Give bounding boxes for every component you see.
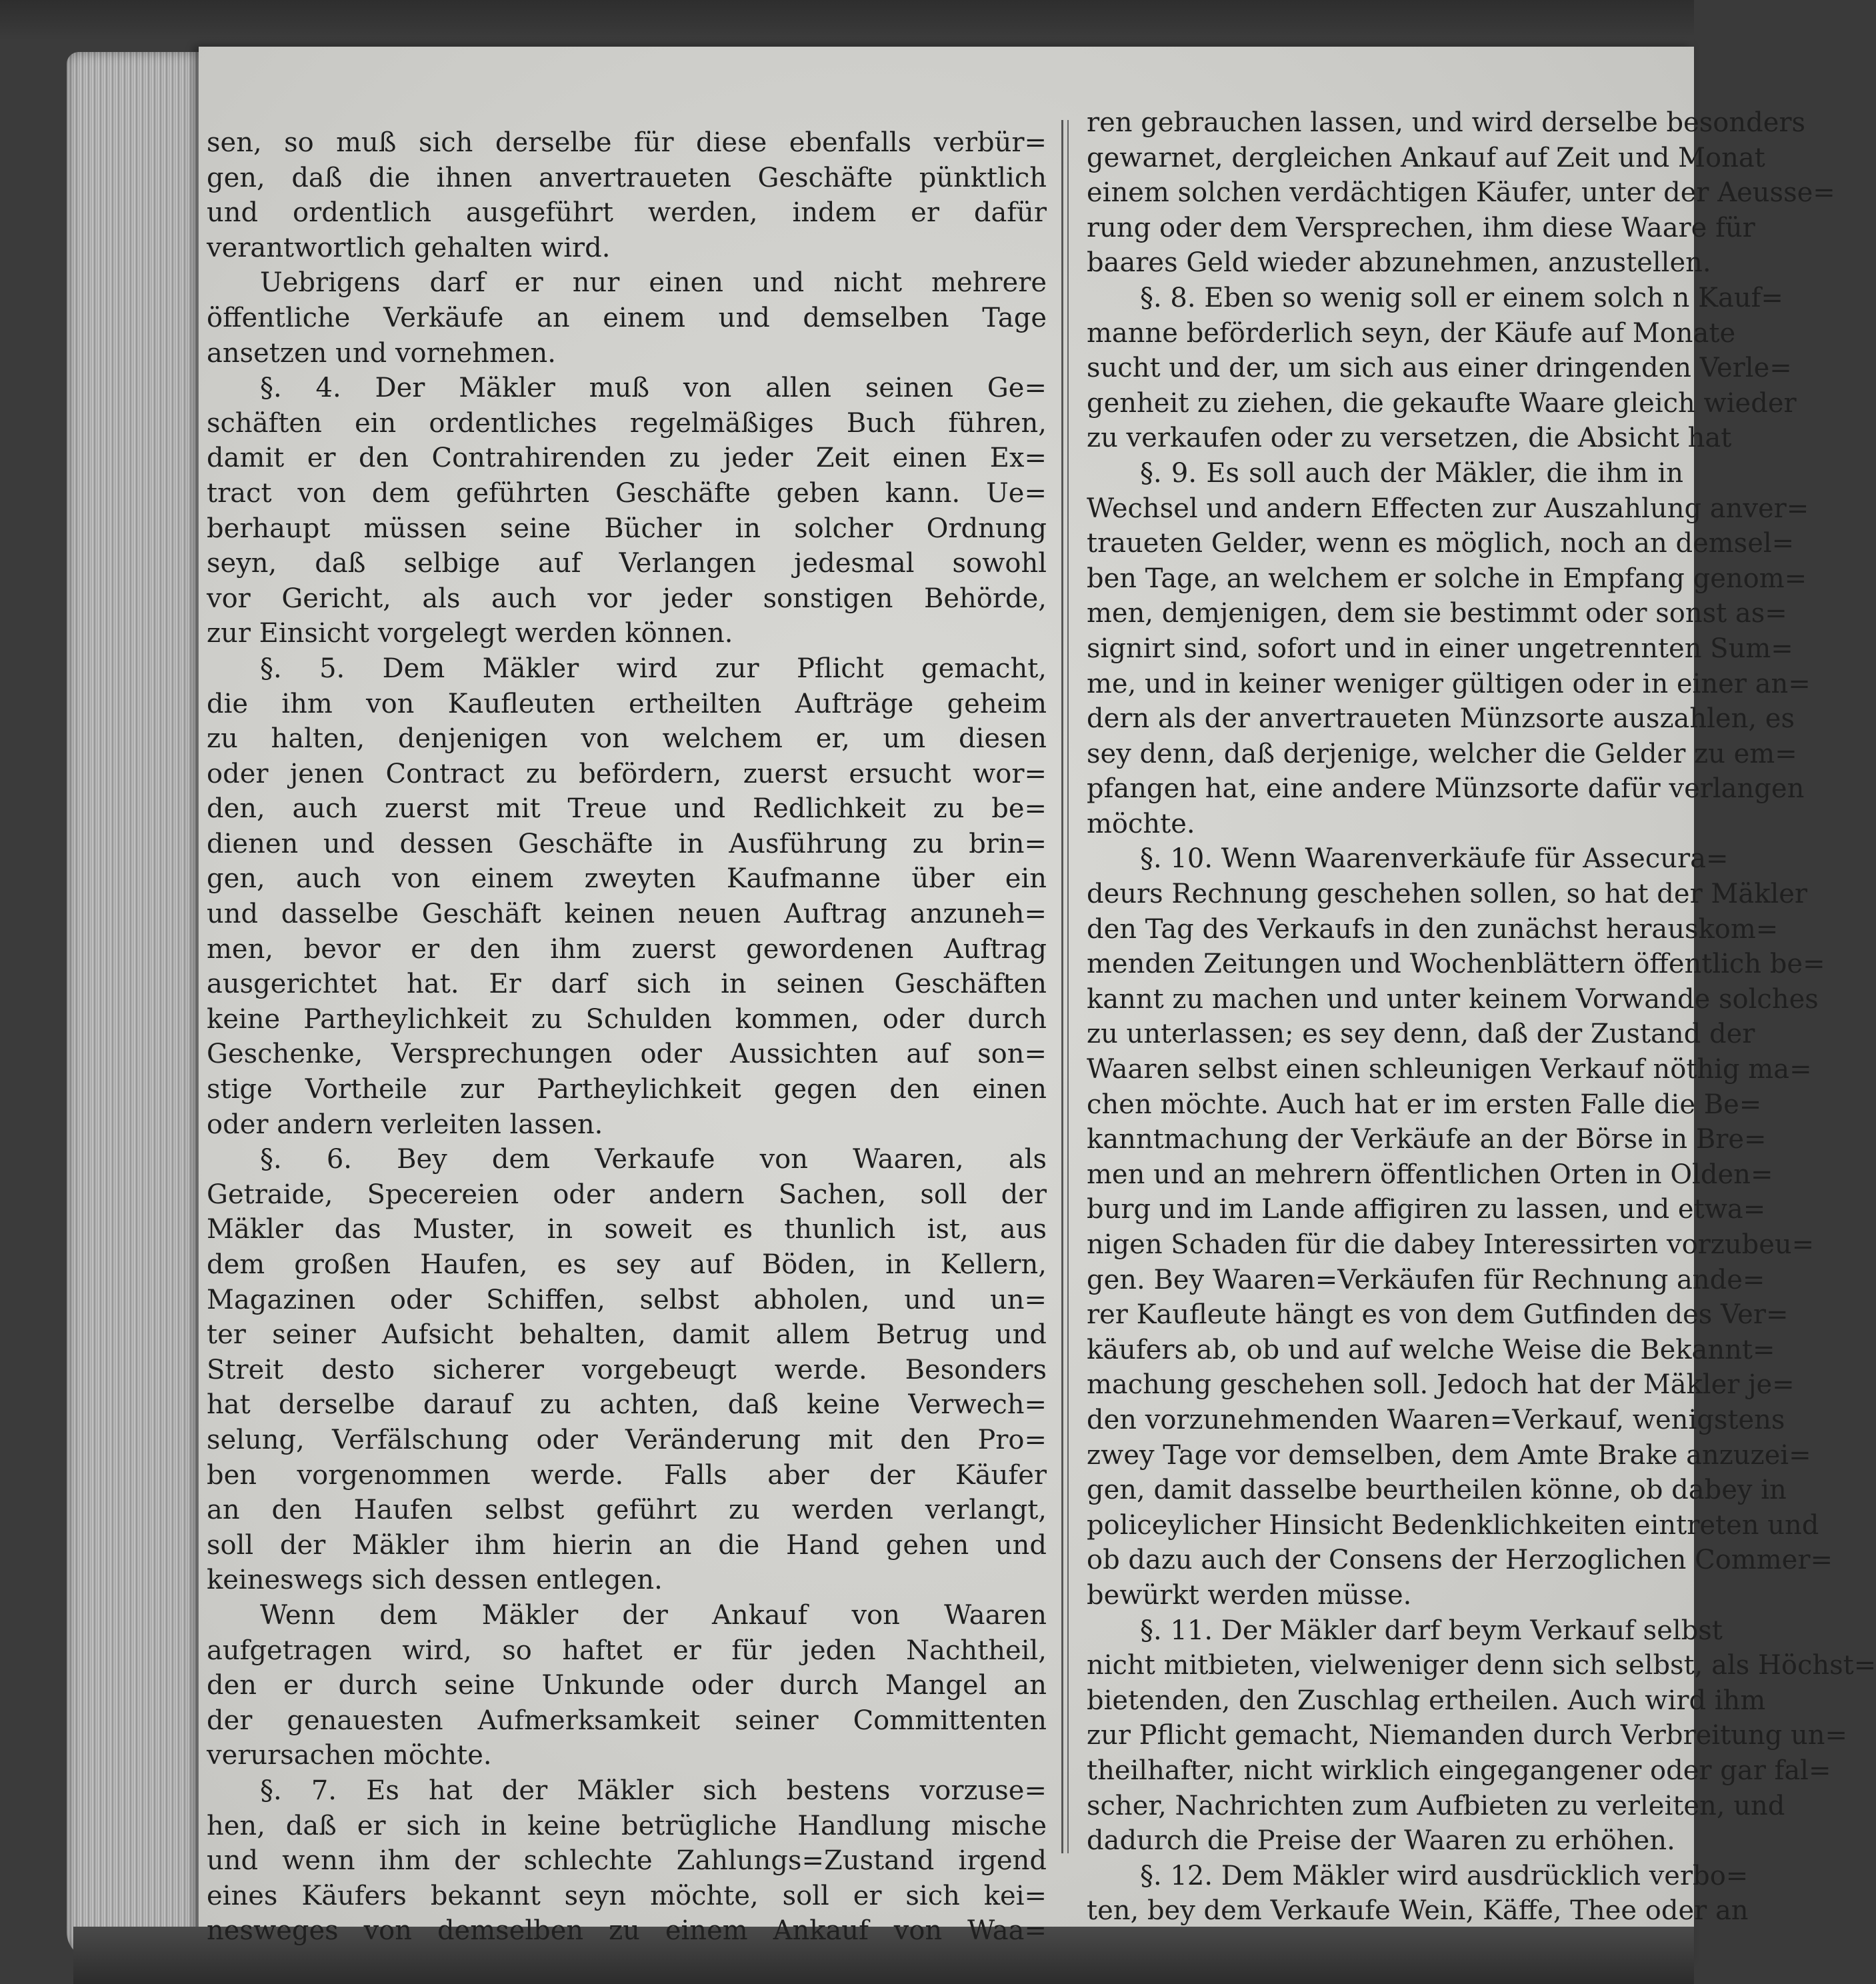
text-line: und wenn ihm der schlechte Zahlungs=Zustand irgend	[207, 1845, 1047, 1877]
text-line: tract von dem geführten Geschäfte geben kann. Ue=	[207, 477, 1047, 509]
text-line: chen möchte. Auch hat er im ersten Falle die Be=	[1087, 1089, 1762, 1120]
text-line: soll der Mäkler ihm hierin an die Hand gehen und	[207, 1529, 1047, 1561]
text-line: ob dazu auch der Consens der Herzoglichen Commer=	[1087, 1545, 1833, 1576]
text-line: baares Geld wieder abzunehmen, anzustellen.	[1087, 247, 1711, 279]
text-line: machung geschehen soll. Jedoch hat der Mäkler je=	[1087, 1369, 1795, 1401]
text-line: zur Pflicht gemacht, Niemanden durch Verbreitung un=	[1087, 1720, 1848, 1751]
text-line: §. 10. Wenn Waarenverkäufe für Assecura=	[1140, 843, 1729, 875]
text-line: gen, auch von einem zweyten Kaufmanne über ein	[207, 863, 1047, 895]
text-line: pfangen hat, eine andere Münzsorte dafür verlangen	[1087, 773, 1805, 805]
text-line: §. 8. Eben so wenig soll er einem solch n Kauf=	[1140, 282, 1783, 313]
text-line: zu halten, denjenigen von welchem er, um diesen	[207, 723, 1047, 755]
text-line: käufers ab, ob und auf welche Weise die Bekannt=	[1087, 1334, 1775, 1365]
text-line: Uebrigens darf er nur einen und nicht mehrere	[260, 267, 1047, 299]
text-line: eines Käufers bekannt seyn möchte, soll er sich kei=	[207, 1880, 1047, 1911]
text-line: ten, bey dem Verkaufe Wein, Käffe, Thee oder an	[1087, 1895, 1749, 1927]
text-line: schäften ein ordentliches regelmäßiges Buch führen,	[207, 407, 1047, 439]
text-line: den vorzunehmenden Waaren=Verkauf, wenigstens	[1087, 1404, 1785, 1435]
text-line: Magazinen oder Schiffen, selbst abholen, und un=	[207, 1284, 1047, 1315]
text-line: gen, daß die ihnen anvertraueten Geschäfte pünktlich	[207, 162, 1047, 193]
left-text-column	[207, 125, 1047, 1949]
text-line: aufgetragen wird, so haftet er für jeden Nachtheil,	[207, 1635, 1047, 1666]
text-line: rer Kaufleute hängt es von dem Gutfinden des Ver=	[1087, 1299, 1789, 1331]
text-line: burg und im Lande affigiren zu lassen, und etwa=	[1087, 1194, 1766, 1225]
text-line: genheit zu ziehen, die gekaufte Waare gleich wieder	[1087, 387, 1797, 419]
text-line: stige Vortheile zur Partheylichkeit gegen den einen	[207, 1074, 1047, 1105]
text-line: dern als der anvertraueten Münzsorte auszahlen, es	[1087, 703, 1795, 735]
text-line: sey denn, daß derjenige, welcher die Gelder zu em=	[1087, 738, 1797, 769]
text-line: §. 6. Bey dem Verkaufe von Waaren, als	[260, 1144, 1047, 1175]
text-line: me, und in keiner weniger gültigen oder in einer an=	[1087, 668, 1811, 699]
text-line: möchte.	[1087, 808, 1195, 839]
text-line: die ihm von Kaufleuten ertheilten Aufträge geheim	[207, 688, 1047, 719]
text-line: men und an mehrern öffentlichen Orten in Olden=	[1087, 1159, 1773, 1190]
text-line: zur Einsicht vorgelegt werden können.	[207, 618, 733, 649]
text-line: den Tag des Verkaufs in den zunächst herauskom=	[1087, 913, 1779, 945]
text-line: keine Partheylichkeit zu Schulden kommen, oder durch	[207, 1003, 1047, 1035]
text-line: dem großen Haufen, es sey auf Böden, in Kellern,	[207, 1249, 1047, 1280]
text-line: men, demjenigen, dem sie bestimmt oder sonst as=	[1087, 598, 1787, 629]
text-line: bietenden, den Zuschlag ertheilen. Auch wird ihm	[1087, 1685, 1766, 1716]
text-line: gewarnet, dergleichen Ankauf auf Zeit und Monat	[1087, 142, 1765, 173]
text-line: nesweges von demselben zu einem Ankauf von Waa=	[207, 1915, 1047, 1947]
text-line: ausgerichtet hat. Er darf sich in seinen Geschäften	[207, 969, 1047, 1000]
text-line: kanntmachung der Verkäufe an der Börse in Bre=	[1087, 1124, 1767, 1155]
text-line: gen. Bey Waaren=Verkäufen für Rechnung ande=	[1087, 1264, 1765, 1295]
text-line: manne beförderlich seyn, der Käufe auf Monate	[1087, 317, 1736, 349]
text-line: kannt zu machen und unter keinem Vorwande solches	[1087, 983, 1819, 1015]
text-line: nigen Schaden für die dabey Interessirten vorzubeu=	[1087, 1229, 1815, 1260]
text-line: zu verkaufen oder zu versetzen, die Absicht hat	[1087, 423, 1732, 454]
column-divider-rule-secondary	[1067, 120, 1069, 1853]
text-line: menden Zeitungen und Wochenblättern öffentlich be=	[1087, 949, 1825, 980]
text-line: den er durch seine Unkunde oder durch Mangel an	[207, 1670, 1047, 1701]
text-line: Getraide, Specereien oder andern Sachen, soll der	[207, 1179, 1047, 1210]
text-line: men, bevor er den ihm zuerst gewordenen Auftrag	[207, 933, 1047, 965]
text-line: ben Tage, an welchem er solche in Empfang genom=	[1087, 563, 1807, 594]
text-line: Geschenke, Versprechungen oder Aussichten auf son=	[207, 1039, 1047, 1070]
text-line: selung, Verfälschung oder Veränderung mit den Pro=	[207, 1424, 1047, 1455]
text-line: Wenn dem Mäkler der Ankauf von Waaren	[260, 1599, 1047, 1631]
text-line: §. 4. Der Mäkler muß von allen seinen Ge=	[260, 373, 1047, 404]
text-line: signirt sind, sofort und in einer ungetrennten Sum=	[1087, 633, 1793, 664]
text-line: seyn, daß selbige auf Verlangen jedesmal sowohl	[207, 548, 1047, 579]
text-line: verursachen möchte.	[207, 1740, 492, 1771]
text-line: §. 9. Es soll auch der Mäkler, die ihm in	[1140, 457, 1683, 489]
right-text-column	[1087, 105, 1876, 1929]
text-line: oder jenen Contract zu befördern, zuerst ersucht wor=	[207, 758, 1047, 789]
column-divider-rule	[1061, 120, 1063, 1853]
text-line: ben vorgenommen werde. Falls aber der Käufer	[207, 1459, 1047, 1491]
text-line: Streit desto sicherer vorgebeugt werde. Besonders	[207, 1354, 1047, 1385]
text-line: gen, damit dasselbe beurtheilen könne, ob dabey in	[1087, 1475, 1787, 1506]
text-line: hen, daß er sich in keine betrügliche Handlung mische	[207, 1810, 1047, 1841]
text-line: theilhafter, nicht wirklich eingegangener oder gar fal=	[1087, 1755, 1831, 1786]
text-line: oder andern verleiten lassen.	[207, 1109, 603, 1140]
text-line: traueten Gelder, wenn es möglich, noch an demsel=	[1087, 528, 1795, 559]
text-line: berhaupt müssen seine Bücher in solcher Ordnung	[207, 513, 1047, 544]
text-line: an den Haufen selbst geführt zu werden verlangt,	[207, 1495, 1047, 1526]
text-line: Waaren selbst einen schleunigen Verkauf nöthig ma=	[1087, 1054, 1812, 1085]
text-line: und ordentlich ausgeführt werden, indem er dafür	[207, 197, 1047, 229]
text-line: dienen und dessen Geschäfte in Ausführung zu brin=	[207, 828, 1047, 859]
text-line: dadurch die Preise der Waaren zu erhöhen.	[1087, 1825, 1675, 1857]
text-line: Mäkler das Muster, in soweit es thunlich ist, aus	[207, 1214, 1047, 1245]
text-line: bewürkt werden müsse.	[1087, 1579, 1412, 1611]
text-line: verantwortlich gehalten wird.	[207, 232, 611, 263]
text-line: einem solchen verdächtigen Käufer, unter der Aeusse=	[1087, 177, 1835, 209]
text-line: der genauesten Aufmerksamkeit seiner Committenten	[207, 1705, 1047, 1736]
text-line: §. 5. Dem Mäkler wird zur Pflicht gemacht,	[260, 653, 1047, 684]
text-line: den, auch zuerst mit Treue und Redlichkeit zu be=	[207, 793, 1047, 825]
text-line: policeylicher Hinsicht Bedenklichkeiten eintreten und	[1087, 1509, 1819, 1541]
text-line: rung oder dem Versprechen, ihm diese Waare für	[1087, 212, 1755, 243]
book-page-edges	[67, 52, 200, 1959]
text-line: keineswegs sich dessen entlegen.	[207, 1565, 663, 1596]
text-line: öffentliche Verkäufe an einem und demselben Tage	[207, 302, 1047, 333]
text-line: zwey Tage vor demselben, dem Amte Brake anzuzei=	[1087, 1439, 1811, 1471]
text-line: §. 7. Es hat der Mäkler sich bestens vorzuse=	[260, 1775, 1047, 1806]
text-line: nicht mitbieten, vielweniger denn sich selbst, als Höchst=	[1087, 1650, 1876, 1681]
text-line: ansetzen und vornehmen.	[207, 337, 557, 369]
text-line: vor Gericht, als auch vor jeder sonstigen Behörde,	[207, 583, 1047, 614]
text-line: hat derselbe darauf zu achten, daß keine Verwech=	[207, 1389, 1047, 1421]
text-line: sucht und der, um sich aus einer dringenden Verle=	[1087, 353, 1792, 384]
text-line: ren gebrauchen lassen, und wird derselbe besonders	[1087, 107, 1806, 138]
text-line: damit er den Contrahirenden zu jeder Zeit einen Ex=	[207, 443, 1047, 474]
text-line: deurs Rechnung geschehen sollen, so hat der Mäkler	[1087, 879, 1808, 910]
text-line: §. 12. Dem Mäkler wird ausdrücklich verbo=	[1140, 1860, 1749, 1891]
text-line: und dasselbe Geschäft keinen neuen Auftrag anzuneh=	[207, 899, 1047, 930]
text-line: §. 11. Der Mäkler darf beym Verkauf selbst	[1140, 1615, 1723, 1646]
text-line: Wechsel und andern Effecten zur Auszahlung anver=	[1087, 493, 1809, 524]
text-line: scher, Nachrichten zum Aufbieten zu verleiten, und	[1087, 1790, 1785, 1821]
text-line: zu unterlassen; es sey denn, daß der Zustand der	[1087, 1019, 1755, 1050]
text-line: ter seiner Aufsicht behalten, damit allem Betrug und	[207, 1319, 1047, 1351]
text-line: sen, so muß sich derselbe für diese ebenfalls verbür=	[207, 127, 1047, 158]
